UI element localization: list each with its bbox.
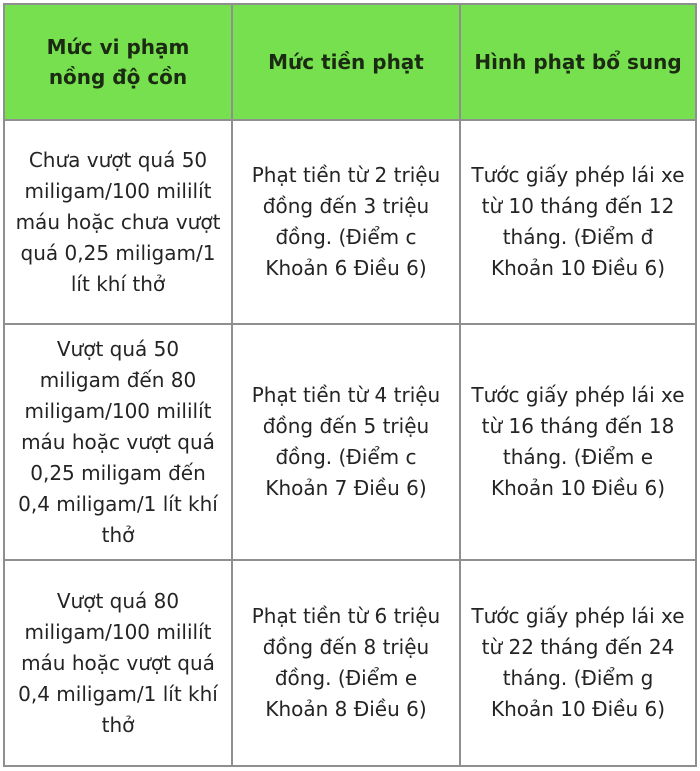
table-header	[4, 4, 696, 120]
fine-amount-cell: Phạt tiền từ 2 triệu đồng đến 3 triệu đồng. (Điểm c Khoản 6 Điều 6)	[232, 120, 460, 324]
alcohol-penalty-table	[3, 3, 697, 767]
header-fine-amount: Mức tiền phạt	[232, 4, 460, 120]
table-body	[4, 120, 696, 766]
header-row	[4, 4, 696, 120]
table-row	[4, 560, 696, 766]
table-row	[4, 324, 696, 560]
header-additional-penalty: Hình phạt bổ sung	[460, 4, 696, 120]
violation-level-cell: Vượt quá 50 miligam đến 80 miligam/100 mililít máu hoặc vượt quá 0,25 miligam đến 0,4 miligam/1 lít khí thở	[4, 324, 232, 560]
violation-level-cell: Vượt quá 80 miligam/100 mililít máu hoặc vượt quá 0,4 miligam/1 lít khí thở	[4, 560, 232, 766]
fine-amount-cell: Phạt tiền từ 6 triệu đồng đến 8 triệu đồng. (Điểm e Khoản 8 Điều 6)	[232, 560, 460, 766]
violation-level-cell: Chưa vượt quá 50 miligam/100 mililít máu hoặc chưa vượt quá 0,25 miligam/1 lít khí thở	[4, 120, 232, 324]
additional-penalty-cell: Tước giấy phép lái xe từ 16 tháng đến 18 tháng. (Điểm e Khoản 10 Điều 6)	[460, 324, 696, 560]
additional-penalty-cell: Tước giấy phép lái xe từ 10 tháng đến 12 tháng. (Điểm đ Khoản 10 Điều 6)	[460, 120, 696, 324]
header-violation-level: Mức vi phạm nồng độ cồn	[4, 4, 232, 120]
table-row	[4, 120, 696, 324]
additional-penalty-cell: Tước giấy phép lái xe từ 22 tháng đến 24 tháng. (Điểm g Khoản 10 Điều 6)	[460, 560, 696, 766]
fine-amount-cell: Phạt tiền từ 4 triệu đồng đến 5 triệu đồng. (Điểm c Khoản 7 Điều 6)	[232, 324, 460, 560]
